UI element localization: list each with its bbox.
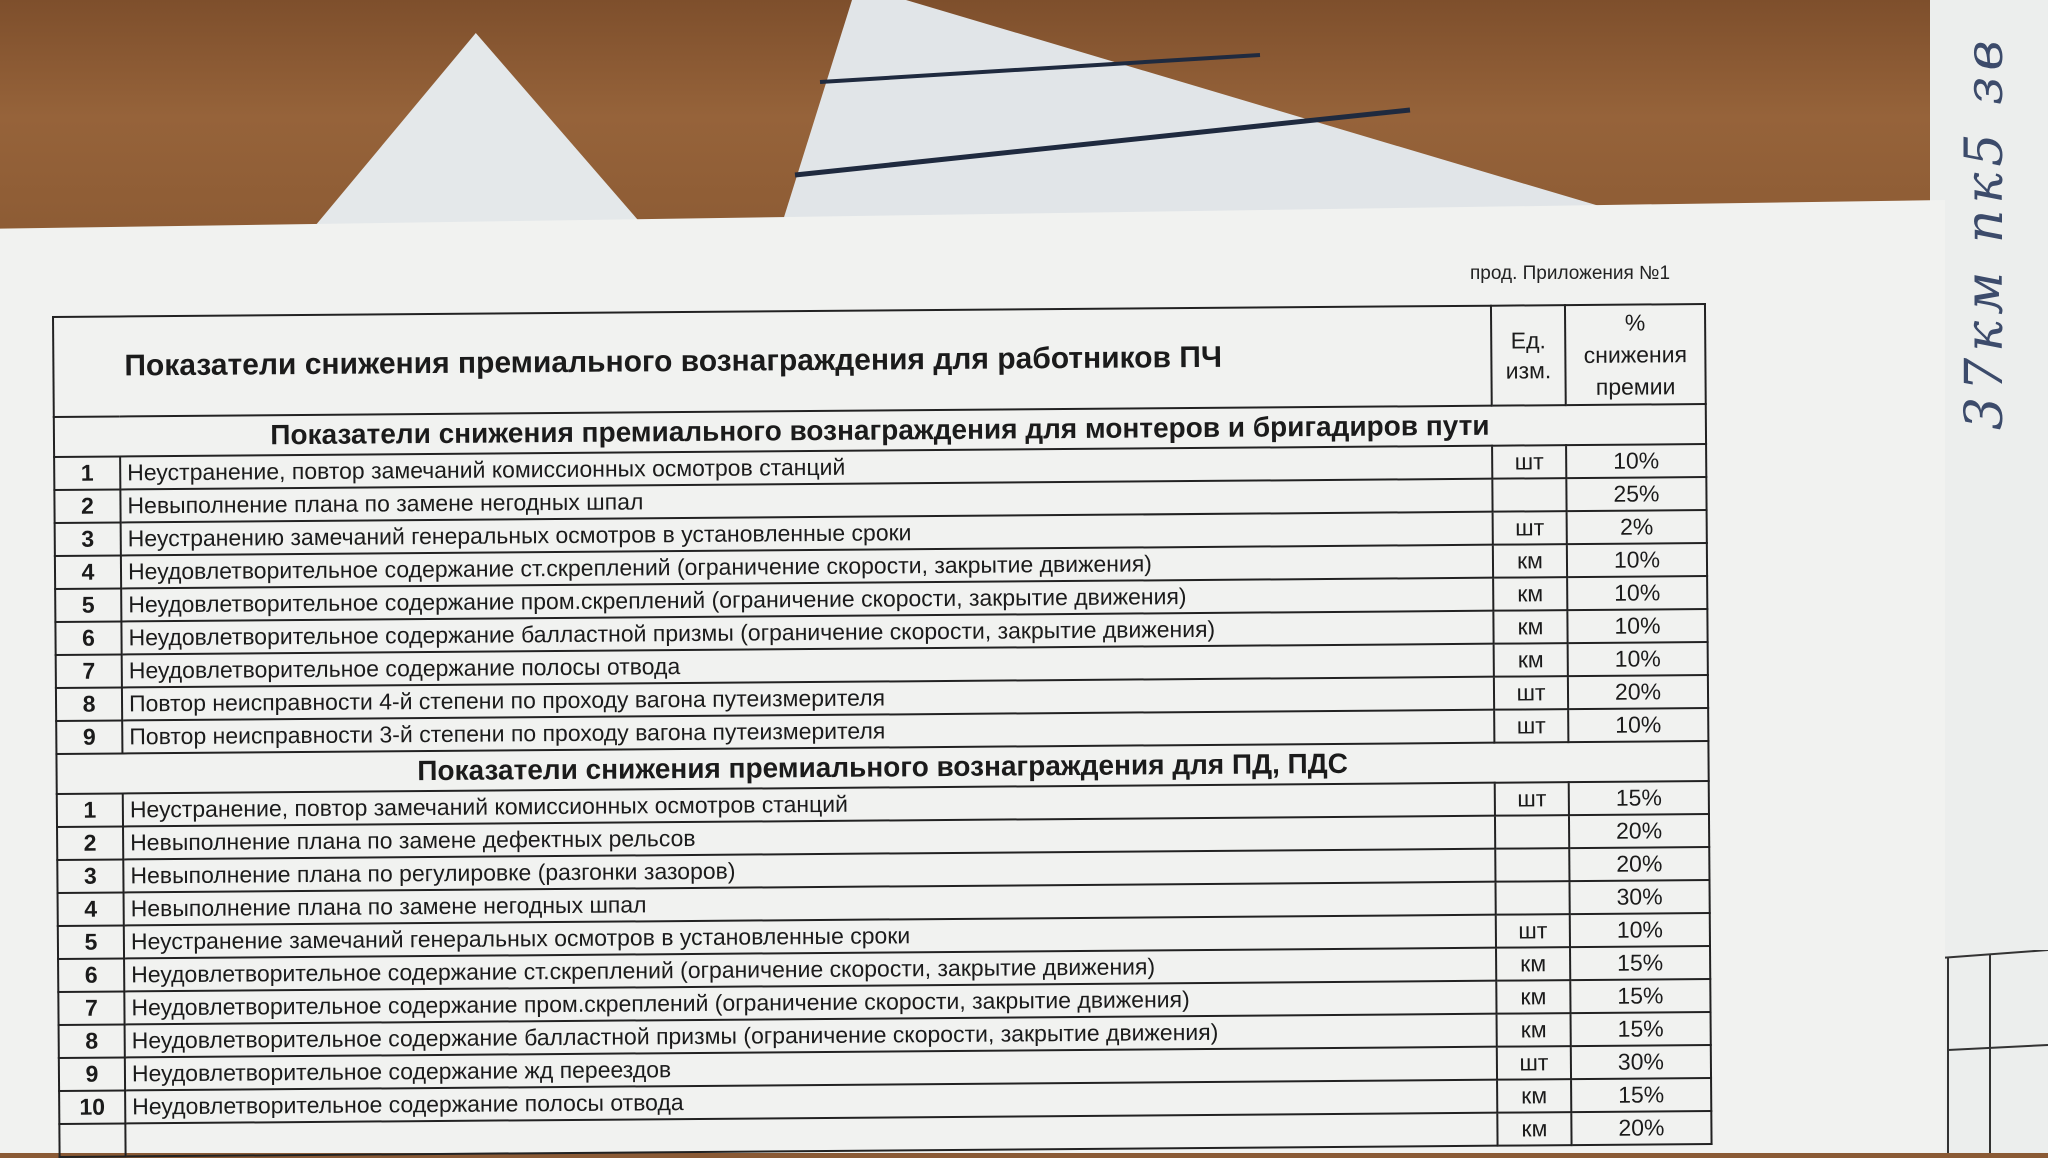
row-unit [1495,881,1569,915]
row-percent: 20% [1568,675,1708,709]
row-unit [1492,478,1566,512]
row-unit: км [1496,980,1570,1014]
row-description: Невыполнение плана по замене дефектных рельсов [123,816,1495,860]
row-unit: км [1497,1013,1571,1047]
row-description: Неудовлетворительное содержание ст.скреплений (ограничение скорости, закрытие движения) [121,545,1493,589]
row-number: 2 [54,489,120,523]
row-unit: км [1497,1079,1571,1113]
row-unit: шт [1493,511,1567,545]
row-description: Повтор неисправности 4-й степени по проходу вагона путеизмерителя [122,677,1494,721]
row-description: Неудовлетворительное содержание жд переездов [125,1047,1497,1091]
row-number: 4 [55,555,121,589]
row-unit: шт [1492,445,1566,479]
row-percent: 10% [1567,543,1707,577]
handwritten-note: 37км пк5 зв [1955,34,2015,430]
row-percent: 10% [1567,576,1707,610]
row-description: Неустранение замечаний генеральных осмотров в установленные сроки [124,915,1496,959]
row-percent: 30% [1569,880,1709,914]
row-number: 5 [55,588,121,622]
row-description: Неустранение, повтор замечаний комиссионных осмотров станций [120,446,1492,490]
row-percent: 10% [1567,609,1707,643]
unit-header-line: изм. [1505,357,1552,384]
row-description: Неудовлетворительное содержание ст.скреплений (ограничение скорости, закрытие движения) [124,948,1496,992]
row-unit: шт [1494,676,1568,710]
row-unit: шт [1494,709,1568,743]
row-percent: 15% [1571,1078,1711,1112]
row-unit: км [1496,947,1570,981]
percent-header-line: % [1624,309,1646,336]
row-percent: 30% [1571,1045,1711,1079]
row-number: 7 [56,654,122,688]
row-percent: 25% [1566,477,1706,511]
row-number: 9 [56,720,122,754]
row-number: 8 [56,687,122,721]
row-percent: 20% [1569,847,1709,881]
row-number: 1 [54,456,120,490]
row-number: 3 [57,859,123,893]
row-percent: 15% [1570,946,1710,980]
row-description: Повтор неисправности 3-й степени по проходу вагона путеизмерителя [122,710,1494,754]
section-title: Показатели снижения премиального вознаграждения для монтеров и бригадиров пути [54,404,1706,457]
percent-header [1565,304,1706,405]
scrap-ruled-lines [780,0,1680,230]
row-unit: шт [1495,782,1569,816]
row-unit: км [1493,577,1567,611]
row-unit: км [1493,544,1567,578]
bonus-reduction-table [52,303,1713,1158]
row-percent: 10% [1570,913,1710,947]
row-percent: 10% [1568,642,1708,676]
row-percent: 20% [1571,1111,1711,1145]
row-number: 10 [59,1090,125,1124]
row-unit: км [1493,610,1567,644]
row-percent: 10% [1566,444,1706,478]
table-header-row [53,304,1706,417]
row-percent: 10% [1568,708,1708,742]
row-number: 2 [57,826,123,860]
row-description: Неудовлетворительное содержание полосы отвода [125,1080,1497,1124]
row-unit: шт [1497,1046,1571,1080]
row-description: Неудовлетворительное содержание полосы отвода [122,644,1494,688]
row-number: 6 [55,621,121,655]
unit-header-line: Ед. [1510,327,1546,354]
unit-header [1491,305,1566,406]
row-number: 6 [58,958,124,992]
row-number: 4 [58,892,124,926]
percent-header-line: снижения [1583,341,1688,368]
row-description: Неудовлетворительное содержание балластной призмы (ограничение скорости, закрытие движения) [121,611,1493,655]
row-percent: 15% [1570,979,1710,1013]
table-title: Показатели снижения премиального вознаграждения для работников ПЧ [53,306,1492,417]
row-description: Неустранению замечаний генеральных осмотров в установленные сроки [121,512,1493,556]
row-unit: км [1494,643,1568,677]
section-title: Показатели снижения премиального вознаграждения для ПД, ПДС [56,741,1708,794]
row-percent: 15% [1571,1012,1711,1046]
row-number: 9 [59,1057,125,1091]
row-number [59,1123,125,1157]
row-unit: шт [1496,914,1570,948]
row-description: Неудовлетворительное содержание пром.скреплений (ограничение скорости, закрытие движения) [121,578,1493,622]
row-unit: км [1497,1112,1571,1146]
row-description: Неустранение, повтор замечаний комиссионных осмотров станций [123,783,1495,827]
row-description: Невыполнение плана по замене негодных шпал [120,479,1492,523]
row-percent: 2% [1567,510,1707,544]
row-percent: 20% [1569,814,1709,848]
row-description: Невыполнение плана по регулировке (разгонки зазоров) [123,849,1495,893]
row-percent: 15% [1569,781,1709,815]
row-description: Неудовлетворительное содержание балластной призмы (ограничение скорости, закрытие движения) [125,1014,1497,1058]
row-description: Невыполнение плана по замене негодных шпал [124,882,1496,926]
row-number: 1 [57,793,123,827]
row-number: 7 [58,991,124,1025]
appendix-note: прод. Приложения №1 [1470,263,1671,284]
row-description: Неудовлетворительное содержание пром.скреплений (ограничение скорости, закрытие движения) [124,981,1496,1025]
row-number: 5 [58,925,124,959]
row-unit [1495,848,1569,882]
corner-form-lines [1940,950,2048,1153]
row-number: 3 [55,522,121,556]
row-number: 8 [59,1024,125,1058]
row-unit [1495,815,1569,849]
percent-header-line: премии [1595,373,1676,400]
